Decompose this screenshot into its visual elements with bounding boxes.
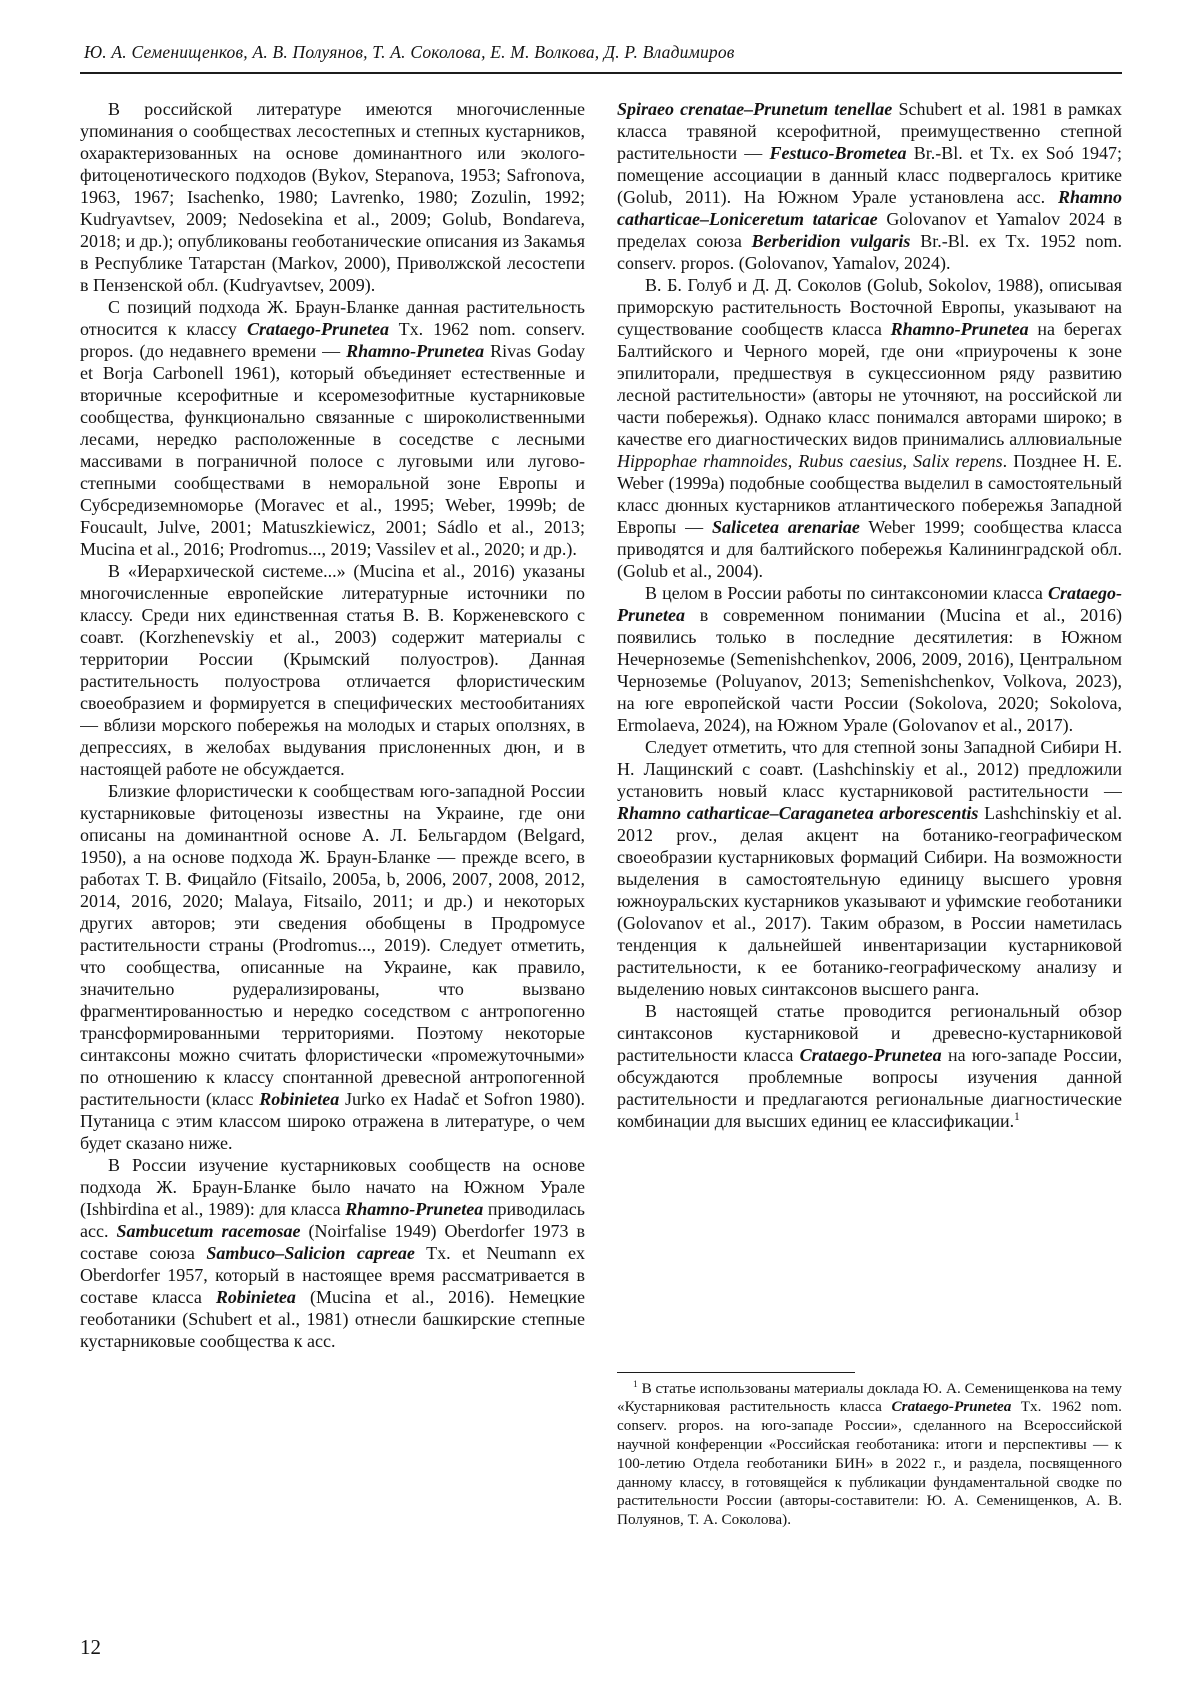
paragraph <box>80 296 585 560</box>
text-run: Tx. et Neumann ex Oberdorfer 1957, который в настоящее время рассматривается в составе класса <box>80 1243 585 1307</box>
text-run: В «Иерархической системе...» (Mucina et al., 2016) указаны многочисленные европейские литературные источники по классу. Среди них единственная статья В. В. Корженевского с соавт. (Korzhenevskiy et al., 2003) содержит материалы с территории России (Крымский полуостров). Данная растительность полуострова отличается флористическим своеобразием и формируется в специфических местообитаниях — вблизи морского побережья на молодых и старых оползнях, в депрессиях, в желобах выдувания прислоненных дюн, и в настоящей работе не обсуждается. <box>80 561 585 779</box>
emphasized-text: Sambuco–Salicion capreae <box>206 1243 415 1263</box>
text-run: Tx. 1962 nom. conserv. propos. на юго-западе России», сделанного на Всероссийской научной конференции «Российская геоботаника: итоги и перспективы — к 100-летию Отдела геоботаники БИН» в 2022 г., и раздела, посвященного данному классу, в готовящейся к публикации фундаментальной сводке по растительности России (авторы-составители: Ю. А. Семенищенков, А. В. Полуянов, Т. А. Соколова). <box>617 1398 1122 1529</box>
text-run: Lashchinskiy et al. 2012 prov., делая акцент на ботанико-географическом своеобразии кустарниковых формаций Сибири. На возможности выделения в самостоятельную единицу высшего уровня южноуральских кустарников указывают и уфимские геоботаники (Golovanov et al., 2017). Таким образом, в России наметилась тенденция к дальнейшей инвентаризации кустарниковой растительности, к ее ботанико-географическому анализу и выделению новых синтаксонов высшего ранга. <box>617 803 1122 999</box>
text-run: Golovanov et Yamalov 2024 в пределах союза <box>617 209 1122 251</box>
text-run: Schubert et al. 1981 в рамках класса травяной ксерофитной, преимущественно степной растительности — <box>617 99 1122 163</box>
footnote-separator-rule <box>617 1372 855 1373</box>
footnote-text <box>617 1380 1122 1530</box>
footnote <box>617 1368 1122 1530</box>
article-body <box>80 98 1122 1530</box>
text-run: В целом в России работы по синтаксономии класса <box>645 583 1048 603</box>
paragraph <box>617 582 1122 736</box>
right-column-paragraphs <box>617 98 1122 1132</box>
page-number: 12 <box>80 1635 101 1659</box>
text-run: В российской литературе имеются многочисленные упоминания о сообществах лесостепных и степных кустарников, охарактеризованных на основе доминантного или эколого-фитоценотического подходов (Bykov, Stepanova, 1953; Safronova, 1963, 1967; Isachenko, 1980; Lavrenko, 1980; Zozulin, 1992; Kudryavtsev, 2009; Nedosekina et al., 2009; Golub, Bondareva, 2018; и др.); опубликованы геоботанические описания из Закамья в Республике Татарстан (Markov, 2000), Приволжской лесостепи в Пензенской обл. (Kudryavtsev, 2009). <box>80 99 585 295</box>
running-head <box>80 42 1122 74</box>
paragraph <box>80 1154 585 1352</box>
emphasized-text: Crataego-Prunetea <box>891 1398 1012 1416</box>
text-run: В. Б. Голуб и Д. Д. Соколов (Golub, Sokolov, 1988), описывая приморскую растительность Восточной Европы, указывают на существование сообществ класса <box>617 275 1122 339</box>
text-run: , <box>902 451 914 471</box>
text-run: В России изучение кустарниковых сообществ на основе подхода Ж. Браун-Бланке было начато на Южном Урале (Ishbirdina et al., 1989): для класса <box>80 1155 585 1219</box>
emphasized-text: Robinietea <box>215 1287 296 1307</box>
emphasized-text: Rhamno catharticae–Loniceretum tataricae <box>617 187 1122 229</box>
text-run: Br.-Bl. ex Tx. 1952 nom. conserv. propos. (Golovanov, Yamalov, 2024). <box>617 231 1122 273</box>
running-head-rule <box>80 72 1122 74</box>
emphasized-text: Rhamno-Prunetea <box>346 341 485 361</box>
emphasized-text: Robinietea <box>259 1089 340 1109</box>
text-run: в современном понимании (Mucina et al., 2016) появились только в последние десятилетия: в Южном Нечерноземье (Semenishchenkov, 2006, 2009, 2016), Центральном Черноземье (Poluyanov, 2013; Semenishchenkov, Volkova, 2023), на юге европейской части России (Sokolova, 2020; Sokolova, Ermolaeva, 2024), на Южном Урале (Golovanov et al., 2017). <box>617 605 1122 735</box>
text-run: приводилась асс. <box>80 1199 585 1241</box>
text-run: (Mucina et al., 2016). Немецкие геоботаники (Schubert et al., 1981) отнесли башкирские степные кустарниковые сообщества к асс. <box>80 1287 585 1351</box>
footnote-ref: 1 <box>1014 1111 1020 1123</box>
paragraph <box>617 98 1122 274</box>
emphasized-text: Salicetea arenariae <box>711 517 860 537</box>
text-run: Следует отметить, что для степной зоны Западной Сибири Н. Н. Лащинский с соавт. (Lashchinskiy et al., 2012) предложили установить новый класс кустарниковой растительности — <box>617 737 1122 801</box>
paragraph <box>617 736 1122 1000</box>
running-head-authors: Ю. А. Семенищенков, А. В. Полуянов, Т. А. Соколова, Е. М. Волкова, Д. Р. Владимиров <box>84 42 735 62</box>
emphasized-text: Hippophae rhamnoides <box>617 451 788 471</box>
left-column <box>80 98 585 1530</box>
emphasized-text: Rhamno-Prunetea <box>890 319 1029 339</box>
emphasized-text: Berberidion vulgaris <box>751 231 911 251</box>
emphasized-text: Crataego-Prunetea <box>617 583 1122 625</box>
emphasized-text: Rubus caesius <box>798 451 903 471</box>
text-run: . Позднее H. E. Weber (1999a) подобные сообщества выделил в самостоятельный класс дюнных кустарников атлантического побережья Западной Европы — <box>617 451 1122 537</box>
paragraph <box>80 98 585 296</box>
emphasized-text: Festuco-Brometea <box>769 143 907 163</box>
emphasized-text: Sambucetum racemosae <box>116 1221 301 1241</box>
text-run: В статье использованы материалы доклада Ю. А. Семенищенкова на тему «Кустарниковая растительность класса <box>617 1379 1122 1416</box>
text-run: (Noirfalise 1949) Oberdorfer 1973 в составе союза <box>80 1221 585 1263</box>
emphasized-text: Spiraeo crenatae–Prunetum tenellae <box>617 99 893 119</box>
left-column-paragraphs <box>80 98 585 1352</box>
paragraph <box>80 560 585 780</box>
text-run: Rivas Goday et Borja Carbonell 1961), который объединяет естественные и вторичные ксерофитные и ксеромезофитные кустарниковые сообщества, функционально связанные с широколиственными лесами, нередко расположенные в соседстве с лесными массивами в пограничной полосе с луговыми или лугово-степными сообществами в неморальной зоне Европы и Субсредиземноморье (Moravec et al., 1995; Weber, 1999b; de Foucault, Julve, 2001; Matuszkiewicz, 2001; Sádlo et al., 2013; Mucina et al., 2016; Prodromus..., 2019; Vassilev et al., 2020; и др.). <box>80 341 585 559</box>
text-run: , <box>787 451 799 471</box>
text-run: Br.-Bl. et Tx. ex Soó 1947; помещение ассоциации в данный класс подвергалось критике (Golub, 2011). На Южном Урале установлена асс. <box>617 143 1122 207</box>
text-run: Близкие флористически к сообществам юго-западной России кустарниковые фитоценозы известны на Украине, где они описаны на доминантной основе А. Л. Бельгардом (Belgard, 1950), а на основе подхода Ж. Браун-Бланке — прежде всего, в работах Т. В. Фицайло (Fitsailo, 2005a, b, 2006, 2007, 2008, 2012, 2014, 2016, 2020; Malaya, Fitsailo, 2011; и др.) и некоторых других авторов; эти сведения обобщены в Продромусе растительности страны (Prodromus..., 2019). Следует отметить, что сообщества, описанные на Украине, как правило, значительно рудерализированы, что вызвано фрагментированностью и нередко соседством с антропогенно трансформированными территориями. Поэтому некоторые синтаксоны можно считать флористически «промежуточными» по отношению к классу спонтанной древесной антропогенной растительности (класс <box>80 781 585 1109</box>
emphasized-text: Rhamno-Prunetea <box>345 1199 484 1219</box>
footnote-ref: 1 <box>633 1379 638 1390</box>
right-column <box>617 98 1122 1530</box>
paragraph <box>617 1000 1122 1132</box>
text-run: Jurko ex Hadač et Sofron 1980). Путаница с этим классом широко отражена в литературе, о чем будет сказано ниже. <box>80 1089 585 1153</box>
text-run: С позиций подхода Ж. Браун-Бланке данная растительность относится к классу <box>80 297 585 339</box>
text-run: на юго-западе России, обсуждаются проблемные вопросы изучения данной растительности и предлагаются региональные диагностические комбинации для высших единиц ее классификации. <box>617 1045 1122 1131</box>
text-run: Weber 1999; сообщества класса приводятся и для балтийского побережья Калининградской обл. (Golub et al., 2004). <box>617 517 1122 581</box>
emphasized-text: Salix repens <box>913 451 1003 471</box>
text-run: В настоящей статье проводится региональный обзор синтаксонов кустарниковой и древесно-кустарниковой растительности класса <box>617 1001 1122 1065</box>
text-run: на берегах Балтийского и Черного морей, где они «приурочены к зоне эпилиторали, предшествуя в сукцессионном ряду развитию лесной растительности» (авторы не уточняют, на российской ли части побережья). Однако класс понимался авторами широко; в качестве его диагностических видов принимались аллювиальные <box>617 319 1122 449</box>
paragraph <box>617 274 1122 582</box>
emphasized-text: Rhamno catharticae–Caraganetea arborescentis <box>617 803 979 823</box>
emphasized-text: Crataego-Prunetea <box>246 319 389 339</box>
emphasized-text: Crataego-Prunetea <box>799 1045 942 1065</box>
text-run: Tx. 1962 nom. conserv. propos. (до недавнего времени — <box>80 319 585 361</box>
paragraph <box>80 780 585 1154</box>
